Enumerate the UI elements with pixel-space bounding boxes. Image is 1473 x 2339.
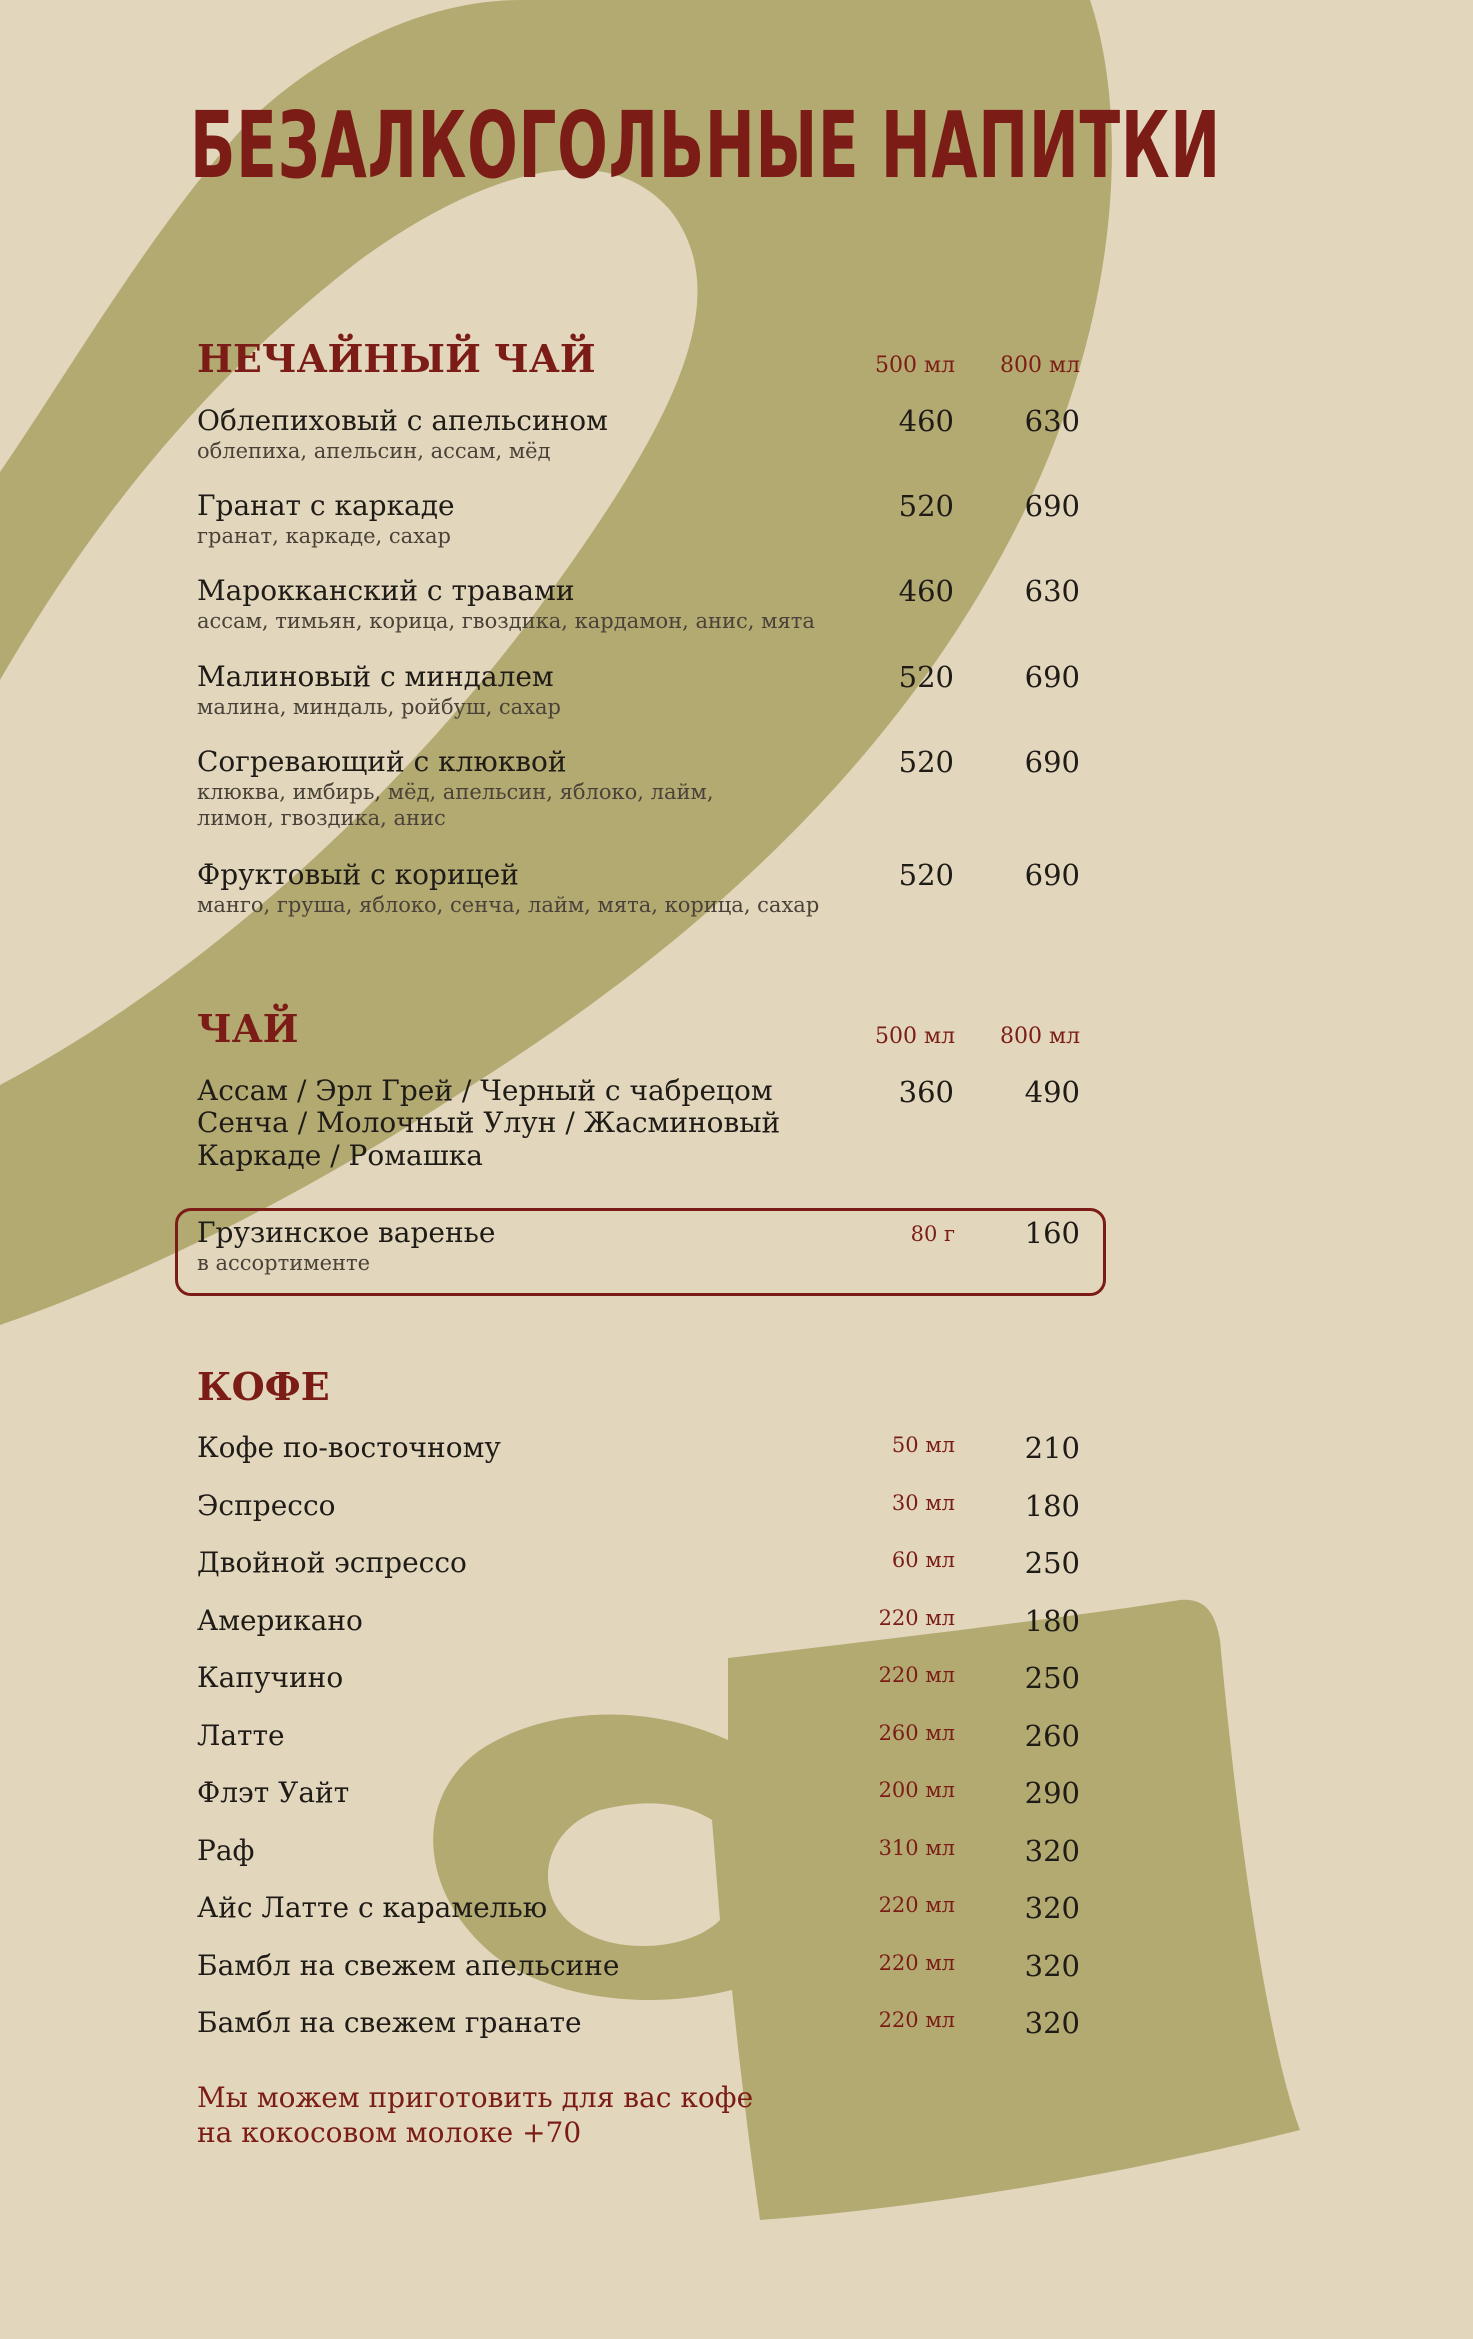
tea-line: Каркаде / Ромашка [197,1138,483,1172]
coffee-item-volume: 200 мл [878,1778,955,1802]
coffee-item-name: Кофе по-восточному [197,1431,501,1464]
coffee-item-volume: 220 мл [878,1951,955,1975]
coffee-item-price: 180 [1024,1489,1080,1523]
menu-item [197,745,714,831]
coffee-item-volume: 220 мл [878,1893,955,1917]
item-name: Согревающий с клюквой [197,745,567,778]
item-price-500: 520 [898,858,954,892]
menu-item-jam [197,1216,495,1276]
section-title-coffee: КОФЕ [197,1364,330,1409]
tea-line: Ассам / Эрл Грей / Черный с чабрецом [197,1074,773,1107]
item-description: малина, миндаль, ройбуш, сахар [197,694,562,719]
coffee-item-volume: 220 мл [878,2008,955,2032]
coffee-item-price: 210 [1024,1431,1080,1465]
coffee-item-volume: 220 мл [878,1606,955,1630]
item-name: Гранат с каркаде [197,489,455,522]
coffee-item-name: Бамбл на свежем апельсине [197,1949,620,1982]
volume-header-500: 500 мл [875,353,956,378]
coffee-item-volume: 60 мл [891,1548,955,1572]
coffee-item-name: Флэт Уайт [197,1776,350,1809]
coffee-item-name: Бамбл на свежем гранате [197,2006,582,2039]
menu-item [197,574,815,634]
coffee-item-name: Латте [197,1719,285,1752]
coffee-item-volume: 30 мл [891,1491,955,1515]
coffee-item-price: 320 [1024,1834,1080,1868]
item-name: Марокканский с травами [197,574,575,607]
item-price-800: 690 [1024,858,1080,892]
item-price-500: 460 [898,574,954,608]
coffee-item-price: 320 [1024,1949,1080,1983]
volume-header-500: 500 мл [875,1024,956,1049]
item-price-800: 690 [1024,489,1080,523]
page-title: БЕЗАЛКОГОЛЬНЫЕ НАПИТКИ [190,92,1221,199]
item-name: Фруктовый с корицей [197,858,519,891]
jam-price: 160 [1024,1216,1080,1250]
item-price-800: 630 [1024,574,1080,608]
tea-list [197,1075,780,1172]
coffee-item-volume: 50 мл [891,1433,955,1457]
item-name: Малиновый с миндалем [197,660,554,693]
menu-item [197,404,608,464]
item-price-800: 690 [1024,660,1080,694]
coffee-item-volume: 220 мл [878,1663,955,1687]
item-price-800: 630 [1024,404,1080,438]
item-description: клюква, имбирь, мёд, апельсин, яблоко, лайм, [197,779,714,804]
item-price-800: 690 [1024,745,1080,779]
coffee-item-name: Двойной эспрессо [197,1546,467,1579]
coffee-item-price: 320 [1024,2006,1080,2040]
item-description: в ассортименте [197,1250,371,1275]
tea-price-800: 490 [1024,1075,1080,1109]
menu-item [197,858,819,918]
coffee-item-volume: 310 мл [878,1836,955,1860]
coffee-item-name: Раф [197,1834,255,1867]
item-price-500: 520 [898,660,954,694]
coffee-item-price: 290 [1024,1776,1080,1810]
item-description: манго, груша, яблоко, сенча, лайм, мята, корица, сахар [197,892,820,917]
item-description-line2: лимон, гвоздика, анис [197,805,446,830]
tea-line: Сенча / Молочный Улун / Жасминовый [197,1106,781,1140]
section-title-tea: ЧАЙ [197,1006,299,1051]
coffee-item-name: Капучино [197,1661,344,1694]
volume-header-800: 800 мл [1000,1024,1081,1049]
item-price-500: 520 [898,745,954,779]
coffee-item-price: 180 [1024,1604,1080,1638]
menu-item [197,660,561,720]
section-title-non-tea: НЕЧАЙНЫЙ ЧАЙ [197,336,596,381]
item-description: облепиха, апельсин, ассам, мёд [197,438,551,463]
item-price-500: 520 [898,489,954,523]
item-price-500: 460 [898,404,954,438]
coffee-item-name: Эспрессо [197,1489,336,1522]
coconut-milk-note [197,2080,753,2150]
jam-weight: 80 г [910,1222,955,1246]
coffee-item-name: Айс Латте с карамелью [197,1891,548,1924]
coffee-item-name: Американо [197,1604,363,1637]
item-description: ассам, тимьян, корица, гвоздика, кардамон, анис, мята [197,608,815,633]
coffee-item-price: 250 [1024,1546,1080,1580]
coffee-item-price: 260 [1024,1719,1080,1753]
item-description: гранат, каркаде, сахар [197,523,451,548]
item-name: Грузинское варенье [197,1216,496,1249]
note-line: на кокосовом молоке +70 [197,2116,582,2149]
volume-header-800: 800 мл [1000,353,1081,378]
menu-item [197,489,455,549]
coffee-item-price: 250 [1024,1661,1080,1695]
coffee-item-price: 320 [1024,1891,1080,1925]
note-line: Мы можем приготовить для вас кофе [197,2081,754,2114]
tea-price-500: 360 [898,1075,954,1109]
coffee-item-volume: 260 мл [878,1721,955,1745]
item-name: Облепиховый с апельсином [197,404,608,437]
